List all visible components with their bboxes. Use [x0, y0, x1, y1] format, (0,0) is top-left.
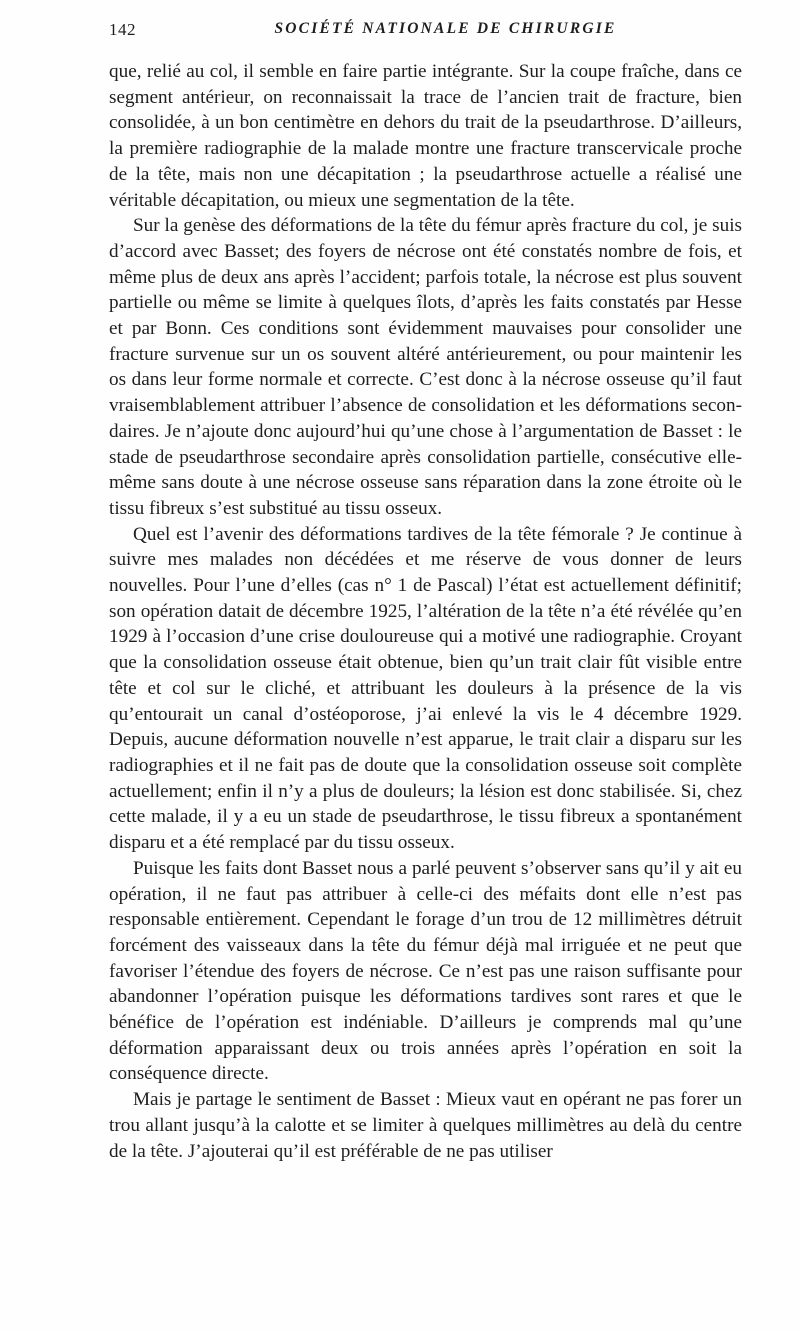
page-header: [109, 20, 742, 46]
body-text: [109, 59, 742, 1164]
paragraph-continuation: que, relié au col, il semble en faire partie intégrante. Sur la coupe fraîche, dans ce segment antérieur, on reconnaissait la trace de l’ancien trait de fracture, bien consolidée, à un bon centimètre en dehors du trait de la pseudarthrose. D’ailleurs, la première radiographie de la malade montre une fracture transcervicale proche de la tête, mais non une décapitation ; la pseudarthrose actuelle a réalisé une véritable décapitation, ou mieux une segmentation de la tête.: [109, 61, 742, 211]
page-number: 142: [109, 20, 136, 39]
running-title: SOCIÉTÉ NATIONALE DE CHIRURGIE: [274, 20, 617, 37]
paragraph: Quel est l’avenir des déformations tardives de la tête fémorale ? Je continue à suivre mes malades non décédées et me réserve de vous donner de leurs nouvelles. Pour l’une d’elles (cas n° 1 de Pascal) l’état est actuellement définitif; son opération datait de décembre 1925, l’altération de la tête n’a été révélée qu’en 1929 à l’occasion d’une crise douloureuse qui a motivé une radiographie. Croyant que la consolidation osseuse était obtenue, bien qu’un trait clair fût visible entre tête et col sur le cliché, et attribuant les douleurs à la présence de la vis qu’entourait un canal d’ostéoporose, j’ai enlevé la vis le 4 décembre 1929. Depuis, aucune déformation nouvelle n’est apparue, le trait clair a disparu sur les radiographies et il ne fait pas de doute que la consolidation osseuse soit complète actuellement; enfin il n’y a plus de douleurs; la lésion est donc stabilisée. Si, chez cette malade, il y a eu un stade de pseudarthrose, le tissu fibreux a spontanément disparu et a été remplacé par du tissu osseux.: [109, 523, 742, 854]
paragraph: Puisque les faits dont Basset nous a parlé peuvent s’observer sans qu’il y ait eu opération, il ne faut pas attribuer à celle-ci des méfaits dont elle n’est pas responsable entièrement. Cependant le forage d’un trou de 12 millimètres détruit forcément des vaisseaux dans la tête du fémur déjà mal irriguée et ne peut que favoriser l’étendue des foyers de nécrose. Ce n’est pas une raison suffisante pour abandonner l’opération puisque les déformations tardives sont rares et que le bénéfice de l’opération est indéniable. D’ailleurs je comprends mal qu’une déformation apparaissant deux ou trois années après l’opération en soit la conséquence directe.: [109, 857, 742, 1085]
paragraph: Sur la genèse des déformations de la tête du fémur après fracture du col, je suis d’accord avec Basset; des foyers de nécrose ont été constatés nombre de fois, et même plus de deux ans après l’accident; parfois totale, la nécrose est plus souvent partielle ou même se limite à quelques îlots, d’après les faits constatés par Hesse et par Bonn. Ces conditions sont évidemment mauvaises pour consolider une fracture survenue sur un os souvent altéré antérieurement, ou pour maintenir les os dans leur forme normale et correcte. C’est donc à la nécrose osseuse qu’il faut vraisemblablement attribuer l’absence de consolidation et les déformations secondaires. Je n’ajoute donc aujourd’hui qu’une chose à l’argumentation de Basset : le stade de pseudarthrose secondaire après consolidation partielle, consécutive elle-même sans doute à une nécrose osseuse sans réparation dans la zone étroite où le tissu fibreux s’est substitué au tissu osseux.: [109, 215, 742, 519]
paragraph: Mais je partage le sentiment de Basset : Mieux vaut en opérant ne pas forer un trou allant jusqu’à la calotte et se limiter à quelques millimètres au delà du centre de la tête. J’ajouterai qu’il est préférable de ne pas utiliser: [109, 1089, 742, 1162]
